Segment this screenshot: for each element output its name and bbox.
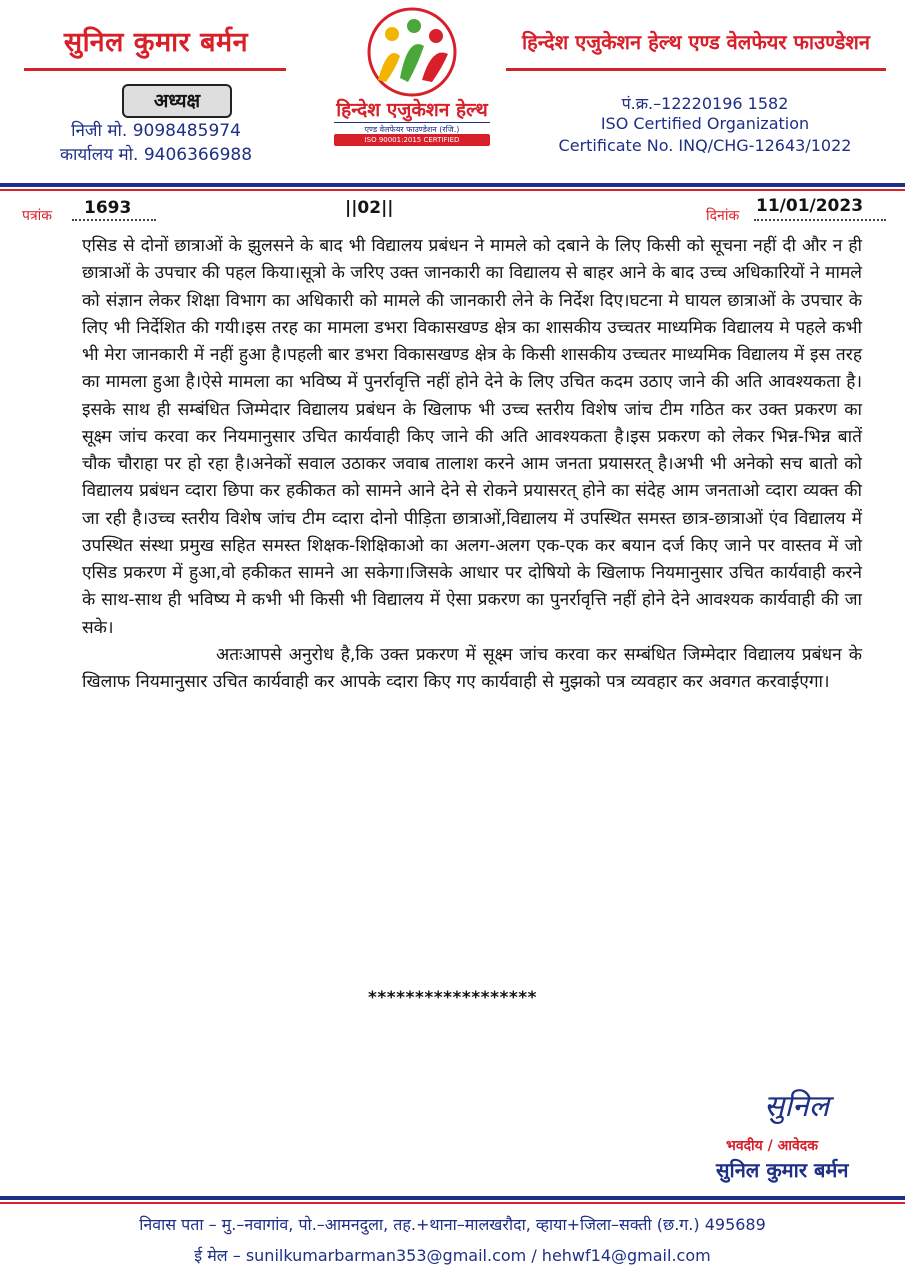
logo-subtext: एण्ड वेलफेयर फाउण्डेशन (रजि.): [334, 122, 490, 135]
president-name: सुनिल कुमार बर्मन: [63, 27, 249, 58]
logo-text: हिन्देश एजुकेशन हेल्थ: [336, 99, 488, 121]
office-phone: कार्यालय मो. 9406366988: [59, 145, 253, 165]
header-band-navy: [0, 183, 905, 187]
role-badge: अध्यक्ष: [122, 84, 232, 118]
closing-text: भवदीय / आवेदक: [726, 1138, 818, 1154]
header-band-red: [0, 189, 905, 191]
logo-iso-badge: ISO 90001:2015 CERTIFIED: [334, 134, 490, 146]
organization-name: हिन्देश एजुकेशन हेल्थ एण्ड वेलफेयर फाउण्डेशन: [522, 30, 870, 54]
people-logo-icon: [296, 6, 528, 98]
footer-band-red: [0, 1202, 905, 1204]
paragraph-1: एसिड से दोनों छात्राओं के झुलसने के बाद भी विद्यालय प्रबंधन ने मामले को दबाने के लिए किसी को सूचना नहीं दी और न ही छात्राओं के उपचार की पहल किया।सूत्रो के जरिए उक्त जानकारी का विद्यालय से बाहर आने के बाद उच्च अधिकारियों ने मामले को संज्ञान लेकर शिक्षा विभाग का अधिकारी को मामले की जानकारी लेने के निर्देश दिए।घटना मे घायल छात्राओं के उपचार के लिए भी निर्देशित की गयी।इस तरह का मामला डभरा विकासखण्ड क्षेत्र का शासकीय उच्चतर माध्यमिक विद्यालय मे पहले कभी भी मेरा जानकारी में नहीं हुआ है।पहली बार डभरा विकासखण्ड क्षेत्र के किसी शासकीय उच्चतर माध्यमिक विद्यालय में इस तरह का मामला हुआ है।ऐसे मामला का भविष्य में पुनर्रावृत्ति नहीं होने देने के लिए उचित कदम उठाए जाने की अति आवश्यकता है।इसके साथ ही सम्बंधित जिम्मेदार विद्यालय प्रबंधन के खिलाफ भी उच्च स्तरीय विशेष जांच टीम गठित कर उक्त प्रकरण का सूक्ष्म जांच करवा कर नियमानुसार उचित कार्यवाही किए जाने की अति आवश्यकता है।इस प्रकरण को लेकर भिन्न-भिन्न बातें चौक चौराहा पर हो रहा है।अनेकों सवाल उठाकर जवाब तालाश करने आम जनता प्रयासरत् है।अभी भी अनेको सच बातो को विद्यालय प्रबंधन व्दारा छिपा कर हकीकत को सामने आने देने से रोकने प्रयासरत् होने का संदेह आम जनताओ व्दारा व्यक्त की जा रही है।उच्च स्तरीय विशेष जांच टीम व्दारा दोनो पीड़िता छात्राओं,विद्यालय में उपस्थित समस्त छात्र-छात्राओं एंव विद्यालय में उपस्थित संस्था प्रमुख सहित समस्त शिक्षक-शिक्षिकाओ का अलग-अलग एक-एक कर बयान दर्ज किए जाने पर वास्तव में जो एसिड प्रकरण में हुआ,वो हकीकत सामने आ सकेगा।जिसके आधार पर दोषियो के खिलाफ नियमानुसार उचित कार्यवाही करने के साथ-साथ ही भविष्य मे कभी भी किसी भी विद्यालय में ऐसा प्रकरण का पुनर्रावृत्ति नहीं होने देने आवश्यक कार्यवाही की जा सके।: [82, 236, 862, 638]
header-rule-right: [506, 68, 886, 71]
footer-address: निवास पता – मु.–नवागांव, पो.–आमनदुला, तह.+थाना–मालखरौदा, व्हाया+जिला–सक्ती (छ.ग.) 495689: [139, 1215, 766, 1234]
header-rule-left: [24, 68, 286, 71]
date-value: 11/01/2023: [756, 196, 864, 216]
signer-name: सुनिल कुमार बर्मन: [716, 1158, 849, 1182]
certificate-number: Certificate No. INQ/CHG-12643/1022: [558, 136, 852, 155]
footer-email: ई मेल – sunilkumarbarman353@gmail.com / hehwf14@gmail.com: [194, 1246, 711, 1265]
personal-phone: निजी मो. 9098485974: [71, 121, 241, 141]
date-label: दिनांक: [706, 208, 740, 224]
footer-band-navy: [0, 1196, 905, 1200]
handwritten-signature: [760, 1080, 880, 1128]
page-number: ||02||: [345, 198, 394, 218]
ref-number: 1693: [84, 198, 132, 218]
svg-text:सुनिल: सुनिल: [764, 1089, 830, 1124]
registration-number: पं.क्र.–12220196 1582: [621, 94, 789, 113]
end-stars: ******************: [368, 988, 538, 1008]
paragraph-2: अतःआपसे अनुरोध है,कि उक्त प्रकरण में सूक्ष्म जांच करवा कर सम्बंधित जिम्मेदार विद्यालय प्रबंधन के खिलाफ नियमानुसार उचित कार्यवाही कर आपके व्दारा किए गए कार्यवाही से मुझको पत्र व्यवहार कर अवगत करवाईएगा।: [82, 644, 862, 692]
foundation-logo: [296, 6, 528, 146]
ref-label: पत्रांक: [22, 208, 53, 224]
letter-body: [82, 233, 862, 696]
iso-line: ISO Certified Organization: [600, 114, 810, 133]
